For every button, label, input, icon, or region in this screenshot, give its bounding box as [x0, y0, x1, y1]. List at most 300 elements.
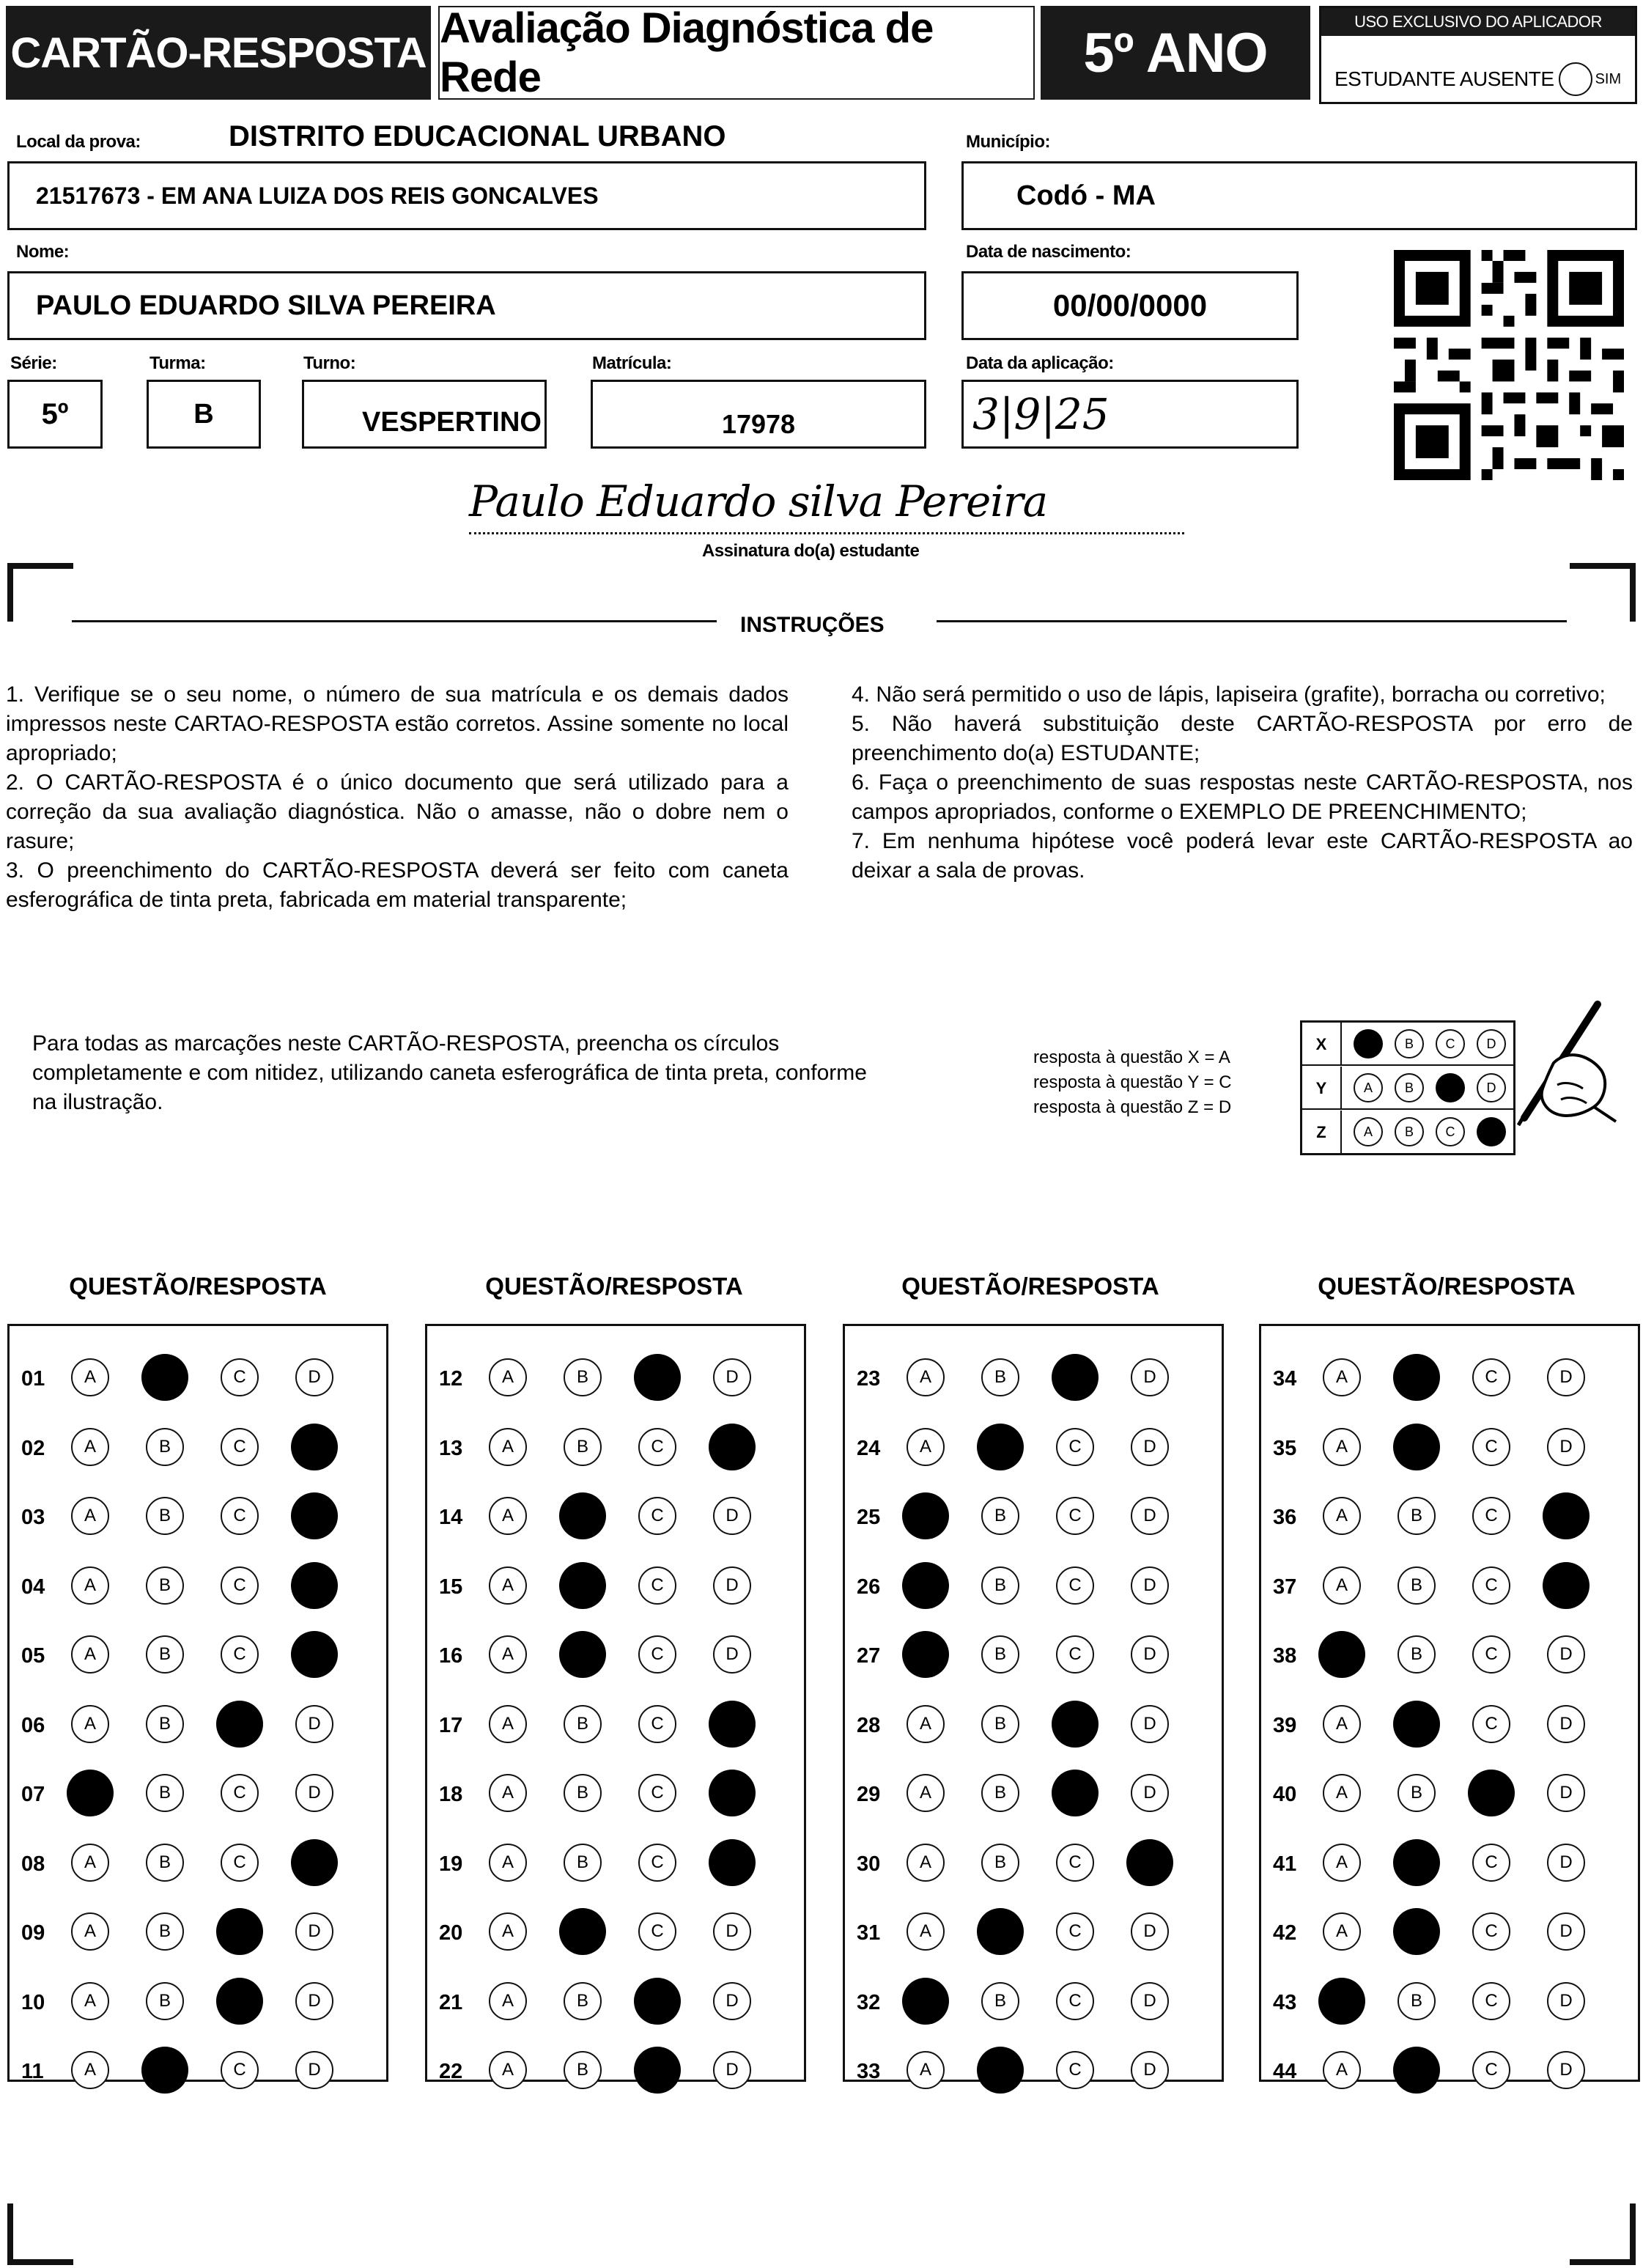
bubble-43-d[interactable]: D — [1547, 1982, 1585, 2020]
example-bubble-z-c: C — [1436, 1117, 1465, 1146]
bubble-11-b[interactable] — [141, 2047, 188, 2094]
bubble-03-b[interactable]: B — [146, 1497, 184, 1535]
bubble-30-a[interactable]: A — [907, 1844, 945, 1882]
question-number: 13 — [439, 1436, 463, 1460]
bubble-19-d[interactable] — [709, 1839, 756, 1886]
answer-row-23 — [845, 1351, 1222, 1404]
example-bubble-x-b: B — [1395, 1029, 1424, 1058]
bubble-35-b[interactable] — [1393, 1424, 1440, 1470]
instructions-title: INSTRUÇÕES — [740, 613, 885, 637]
question-number: 05 — [21, 1644, 45, 1668]
answer-row-35 — [1261, 1421, 1638, 1473]
instructions-left — [6, 680, 789, 915]
answers-title-4: QUESTÃO/RESPOSTA — [1318, 1273, 1576, 1300]
answer-row-18 — [427, 1767, 804, 1819]
answer-row-09 — [10, 1905, 386, 1958]
nascimento-field: 00/00/0000 — [961, 271, 1299, 340]
example-bubble-y-c — [1436, 1073, 1465, 1102]
answer-row-05 — [10, 1628, 386, 1681]
example-row-label: Y — [1302, 1067, 1342, 1110]
signature-label: Assinatura do(a) estudante — [702, 541, 920, 561]
bubble-20-d[interactable]: D — [713, 1912, 751, 1951]
bubble-41-a[interactable]: A — [1323, 1844, 1361, 1882]
bubble-27-c[interactable]: C — [1056, 1635, 1094, 1674]
answer-row-07 — [10, 1767, 386, 1819]
bubble-03-c[interactable]: C — [221, 1497, 259, 1535]
answer-row-01 — [10, 1351, 386, 1404]
bubble-27-b[interactable]: B — [981, 1635, 1019, 1674]
bubble-18-d[interactable] — [709, 1770, 756, 1816]
bubble-35-d[interactable]: D — [1547, 1428, 1585, 1466]
answer-row-12 — [427, 1351, 804, 1404]
bubble-07-b[interactable]: B — [146, 1774, 184, 1812]
bubble-27-d[interactable]: D — [1131, 1635, 1169, 1674]
bubble-39-a[interactable]: A — [1323, 1705, 1361, 1743]
bubble-15-c[interactable]: C — [638, 1566, 676, 1605]
question-number: 40 — [1273, 1783, 1297, 1806]
bubble-22-d[interactable]: D — [713, 2051, 751, 2089]
bubble-02-a[interactable]: A — [71, 1428, 109, 1466]
bubble-21-c[interactable] — [634, 1978, 681, 2025]
bubble-05-a[interactable]: A — [71, 1635, 109, 1674]
example-bubble-y-d: D — [1477, 1073, 1506, 1102]
turno-label: Turno: — [303, 353, 356, 373]
bubble-32-b[interactable]: B — [981, 1982, 1019, 2020]
corner-mark-tr-h — [1570, 563, 1636, 569]
bubble-35-c[interactable]: C — [1472, 1428, 1510, 1466]
answer-row-27 — [845, 1628, 1222, 1681]
question-number: 16 — [439, 1644, 463, 1668]
school-field: 21517673 - EM ANA LUIZA DOS REIS GONCALVES — [7, 161, 926, 230]
answer-row-24 — [845, 1421, 1222, 1473]
bubble-42-a[interactable]: A — [1323, 1912, 1361, 1951]
question-number: 20 — [439, 1921, 463, 1945]
bubble-02-b[interactable]: B — [146, 1428, 184, 1466]
question-number: 26 — [857, 1575, 881, 1599]
question-number: 12 — [439, 1367, 463, 1391]
question-number: 30 — [857, 1852, 881, 1876]
question-number: 22 — [439, 2060, 463, 2083]
bubble-41-c[interactable]: C — [1472, 1844, 1510, 1882]
answer-row-37 — [1261, 1559, 1638, 1612]
bubble-03-a[interactable]: A — [71, 1497, 109, 1535]
bubble-04-c[interactable]: C — [221, 1566, 259, 1605]
question-number: 09 — [21, 1921, 45, 1945]
bubble-09-b[interactable]: B — [146, 1912, 184, 1951]
bubble-10-b[interactable]: B — [146, 1982, 184, 2020]
grade-label: 5º ANO — [1041, 6, 1310, 100]
bubble-09-c[interactable] — [216, 1908, 263, 1955]
bubble-35-a[interactable]: A — [1323, 1428, 1361, 1466]
bubble-34-c[interactable]: C — [1472, 1358, 1510, 1396]
serie-field: 5º — [7, 380, 103, 449]
nome-label: Nome: — [16, 242, 70, 262]
bubble-36-a[interactable]: A — [1323, 1497, 1361, 1535]
bubble-28-a[interactable]: A — [907, 1705, 945, 1743]
question-number: 34 — [1273, 1367, 1297, 1391]
district: DISTRITO EDUCACIONAL URBANO — [229, 120, 726, 152]
answer-row-32 — [845, 1975, 1222, 2028]
bubble-17-d[interactable] — [709, 1701, 756, 1748]
answer-row-02 — [10, 1421, 386, 1473]
bubble-10-a[interactable]: A — [71, 1982, 109, 2020]
turma-field: B — [147, 380, 261, 449]
answer-row-33 — [845, 2044, 1222, 2096]
bubble-41-b[interactable] — [1393, 1839, 1440, 1886]
bubble-44-c[interactable]: C — [1472, 2051, 1510, 2089]
bubble-36-b[interactable]: B — [1398, 1497, 1436, 1535]
bubble-43-a[interactable] — [1318, 1978, 1365, 2025]
answer-row-10 — [10, 1975, 386, 2028]
question-number: 02 — [21, 1436, 45, 1460]
answer-row-36 — [1261, 1490, 1638, 1542]
fill-note: Para todas as marcações neste CARTÃO-RESPOSTA, preencha os círculos completamente e com nitidez, utilizando caneta esferográfica de tinta preta, conforme na ilustração. — [32, 1031, 867, 1114]
question-number: 25 — [857, 1506, 881, 1529]
answer-row-06 — [10, 1698, 386, 1750]
answer-column-1 — [7, 1324, 388, 2082]
bubble-36-d[interactable] — [1543, 1492, 1590, 1539]
bubble-22-b[interactable]: B — [564, 2051, 602, 2089]
answer-column-4 — [1259, 1324, 1640, 2082]
bubble-19-c[interactable]: C — [638, 1844, 676, 1882]
bubble-21-d[interactable]: D — [713, 1982, 751, 2020]
answer-row-28 — [845, 1698, 1222, 1750]
answer-row-16 — [427, 1628, 804, 1681]
bubble-05-c[interactable]: C — [221, 1635, 259, 1674]
bubble-15-b[interactable] — [559, 1562, 606, 1609]
bubble-06-c[interactable] — [216, 1701, 263, 1748]
nascimento-label: Data de nascimento: — [966, 242, 1131, 262]
bubble-18-b[interactable]: B — [564, 1774, 602, 1812]
bubble-15-d[interactable]: D — [713, 1566, 751, 1605]
question-number: 33 — [857, 2060, 881, 2083]
bubble-24-b[interactable] — [977, 1424, 1024, 1470]
bubble-18-a[interactable]: A — [489, 1774, 527, 1812]
applicator-box — [1319, 6, 1637, 104]
bubble-18-c[interactable]: C — [638, 1774, 676, 1812]
bubble-19-b[interactable]: B — [564, 1844, 602, 1882]
bubble-30-d[interactable] — [1126, 1839, 1173, 1886]
bubble-03-d[interactable] — [291, 1492, 338, 1539]
bubble-38-d[interactable]: D — [1547, 1635, 1585, 1674]
bubble-42-b[interactable] — [1393, 1908, 1440, 1955]
bubble-14-c[interactable]: C — [638, 1497, 676, 1535]
answer-row-26 — [845, 1559, 1222, 1612]
bubble-38-c[interactable]: C — [1472, 1635, 1510, 1674]
bubble-16-d[interactable]: D — [713, 1635, 751, 1674]
bubble-26-a[interactable] — [902, 1562, 949, 1609]
bubble-33-d[interactable]: D — [1131, 2051, 1169, 2089]
bubble-41-d[interactable]: D — [1547, 1844, 1585, 1882]
absent-option: SIM — [1595, 70, 1622, 87]
bubble-21-a[interactable]: A — [489, 1982, 527, 2020]
bubble-08-c[interactable]: C — [221, 1844, 259, 1882]
bubble-24-c[interactable]: C — [1056, 1428, 1094, 1466]
bubble-40-d[interactable]: D — [1547, 1774, 1585, 1812]
bubble-08-b[interactable]: B — [146, 1844, 184, 1882]
question-number: 21 — [439, 1990, 463, 2014]
bubble-26-c[interactable]: C — [1056, 1566, 1094, 1605]
bubble-29-a[interactable]: A — [907, 1774, 945, 1812]
bubble-06-a[interactable]: A — [71, 1705, 109, 1743]
bubble-33-c[interactable]: C — [1056, 2051, 1094, 2089]
answer-row-15 — [427, 1559, 804, 1612]
bubble-16-b[interactable] — [559, 1631, 606, 1678]
bubble-08-a[interactable]: A — [71, 1844, 109, 1882]
bubble-14-a[interactable]: A — [489, 1497, 527, 1535]
bubble-33-b[interactable] — [977, 2047, 1024, 2094]
aplicacao-label: Data da aplicação: — [966, 353, 1114, 373]
bubble-15-a[interactable]: A — [489, 1566, 527, 1605]
aplicacao-field[interactable]: 3|9|25 — [961, 380, 1299, 449]
question-number: 04 — [21, 1575, 45, 1599]
bubble-04-b[interactable]: B — [146, 1566, 184, 1605]
question-number: 31 — [857, 1921, 881, 1945]
question-number: 41 — [1273, 1852, 1297, 1876]
bubble-14-b[interactable] — [559, 1492, 606, 1539]
question-number: 17 — [439, 1713, 463, 1737]
bubble-38-a[interactable] — [1318, 1631, 1365, 1678]
bubble-25-b[interactable]: B — [981, 1497, 1019, 1535]
bubble-10-d[interactable]: D — [295, 1982, 333, 2020]
bubble-31-a[interactable]: A — [907, 1912, 945, 1951]
bubble-24-d[interactable]: D — [1131, 1428, 1169, 1466]
bubble-13-b[interactable]: B — [564, 1428, 602, 1466]
bubble-34-d[interactable]: D — [1547, 1358, 1585, 1396]
bubble-28-b[interactable]: B — [981, 1705, 1019, 1743]
bubble-12-d[interactable]: D — [713, 1358, 751, 1396]
bubble-08-d[interactable] — [291, 1839, 338, 1886]
question-number: 10 — [21, 1990, 45, 2014]
corner-mark-tl-v — [7, 563, 13, 622]
bubble-11-c[interactable]: C — [221, 2051, 259, 2089]
bubble-07-a[interactable] — [67, 1770, 114, 1816]
answer-column-2 — [425, 1324, 806, 2082]
bubble-43-b[interactable]: B — [1398, 1982, 1436, 2020]
answer-row-14 — [427, 1490, 804, 1542]
answer-column-3 — [843, 1324, 1224, 2082]
bubble-42-c[interactable]: C — [1472, 1912, 1510, 1951]
bubble-31-c[interactable]: C — [1056, 1912, 1094, 1951]
bubble-01-c[interactable]: C — [221, 1358, 259, 1396]
bubble-04-d[interactable] — [291, 1562, 338, 1609]
bubble-09-d[interactable]: D — [295, 1912, 333, 1951]
bubble-23-b[interactable]: B — [981, 1358, 1019, 1396]
qr-code — [1394, 249, 1624, 481]
bubble-17-a[interactable]: A — [489, 1705, 527, 1743]
example-bubble-x-a — [1354, 1029, 1383, 1058]
answer-row-13 — [427, 1421, 804, 1473]
bubble-31-b[interactable] — [977, 1908, 1024, 1955]
bubble-37-b[interactable]: B — [1398, 1566, 1436, 1605]
bubble-40-a[interactable]: A — [1323, 1774, 1361, 1812]
bubble-32-a[interactable] — [902, 1978, 949, 2025]
bubble-26-b[interactable]: B — [981, 1566, 1019, 1605]
corner-mark-bl-v — [7, 2203, 13, 2265]
bubble-12-c[interactable] — [634, 1354, 681, 1401]
instructions-rule-right — [937, 620, 1567, 622]
bubble-39-c[interactable]: C — [1472, 1705, 1510, 1743]
question-number: 18 — [439, 1783, 463, 1806]
instruction-1: 1. Verifique se o seu nome, o número de sua matrícula e os demais dados impressos neste CARTAO-RESPOSTA estão corretos. Assine somente no local apropriado; — [6, 682, 789, 765]
local-label: Local da prova: — [16, 132, 141, 152]
bubble-34-b[interactable] — [1393, 1354, 1440, 1401]
bubble-28-c[interactable] — [1052, 1701, 1099, 1748]
bubble-27-a[interactable] — [902, 1631, 949, 1678]
question-number: 43 — [1273, 1990, 1297, 2014]
bubble-40-b[interactable]: B — [1398, 1774, 1436, 1812]
bubble-37-d[interactable] — [1543, 1562, 1590, 1609]
question-number: 44 — [1273, 2060, 1297, 2083]
bubble-05-b[interactable]: B — [146, 1635, 184, 1674]
bubble-39-b[interactable] — [1393, 1701, 1440, 1748]
bubble-39-d[interactable]: D — [1547, 1705, 1585, 1743]
bubble-33-a[interactable]: A — [907, 2051, 945, 2089]
bubble-32-c[interactable]: C — [1056, 1982, 1094, 2020]
bubble-29-d[interactable]: D — [1131, 1774, 1169, 1812]
answer-row-03 — [10, 1490, 386, 1542]
bubble-38-b[interactable]: B — [1398, 1635, 1436, 1674]
bubble-23-d[interactable]: D — [1131, 1358, 1169, 1396]
bubble-05-d[interactable] — [291, 1631, 338, 1678]
bubble-24-a[interactable]: A — [907, 1428, 945, 1466]
bubble-25-a[interactable] — [902, 1492, 949, 1539]
bubble-37-a[interactable]: A — [1323, 1566, 1361, 1605]
question-number: 42 — [1273, 1921, 1297, 1945]
bubble-23-a[interactable]: A — [907, 1358, 945, 1396]
bubble-26-d[interactable]: D — [1131, 1566, 1169, 1605]
answer-row-22 — [427, 2044, 804, 2096]
bubble-02-c[interactable]: C — [221, 1428, 259, 1466]
nome-field: PAULO EDUARDO SILVA PEREIRA — [7, 271, 926, 340]
instruction-7: 7. Em nenhuma hipótese você poderá levar este CARTÃO-RESPOSTA ao deixar a sala de provas. — [852, 829, 1633, 883]
bubble-23-c[interactable] — [1052, 1354, 1099, 1401]
matricula-field: 17978 — [591, 380, 926, 449]
bubble-06-d[interactable]: D — [295, 1705, 333, 1743]
bubble-10-c[interactable] — [216, 1978, 263, 2025]
bubble-01-a[interactable]: A — [71, 1358, 109, 1396]
question-number: 07 — [21, 1783, 45, 1806]
turno-field: VESPERTINO — [302, 380, 547, 449]
bubble-01-d[interactable]: D — [295, 1358, 333, 1396]
bubble-09-a[interactable]: A — [71, 1912, 109, 1951]
signature-line — [469, 532, 1184, 534]
bubble-37-c[interactable]: C — [1472, 1566, 1510, 1605]
bubble-42-d[interactable]: D — [1547, 1912, 1585, 1951]
bubble-13-a[interactable]: A — [489, 1428, 527, 1466]
instruction-5: 5. Não haverá substituição deste CARTÃO-RESPOSTA por erro de preenchimento do(a) ESTUDANTE; — [852, 712, 1633, 765]
bubble-13-d[interactable] — [709, 1424, 756, 1470]
answer-row-31 — [845, 1905, 1222, 1958]
bubble-29-b[interactable]: B — [981, 1774, 1019, 1812]
question-number: 24 — [857, 1436, 881, 1460]
bubble-07-d[interactable]: D — [295, 1774, 333, 1812]
example-row-label: Z — [1302, 1111, 1342, 1154]
answer-row-25 — [845, 1490, 1222, 1542]
bubble-19-a[interactable]: A — [489, 1844, 527, 1882]
bubble-34-a[interactable]: A — [1323, 1358, 1361, 1396]
question-number: 14 — [439, 1506, 463, 1529]
instruction-6: 6. Faça o preenchimento de suas respostas neste CARTÃO-RESPOSTA, nos campos apropriados, conforme o EXEMPLO DE PREENCHIMENTO; — [852, 770, 1633, 824]
answer-row-19 — [427, 1836, 804, 1889]
answer-row-40 — [1261, 1767, 1638, 1819]
question-number: 15 — [439, 1575, 463, 1599]
instruction-3: 3. O preenchimento do CARTÃO-RESPOSTA deverá ser feito com caneta esferográfica de tinta preta, fabricada em material transparente; — [6, 858, 789, 912]
example-bubble-x-c: C — [1436, 1029, 1465, 1058]
answer-row-20 — [427, 1905, 804, 1958]
bubble-13-c[interactable]: C — [638, 1428, 676, 1466]
bubble-36-c[interactable]: C — [1472, 1497, 1510, 1535]
bubble-12-b[interactable]: B — [564, 1358, 602, 1396]
bubble-01-b[interactable] — [141, 1354, 188, 1401]
bubble-22-c[interactable] — [634, 2047, 681, 2094]
bubble-31-d[interactable]: D — [1131, 1912, 1169, 1951]
question-number: 32 — [857, 1990, 881, 2014]
absent-checkbox[interactable] — [1559, 62, 1592, 96]
bubble-22-a[interactable]: A — [489, 2051, 527, 2089]
instruction-4: 4. Não será permitido o uso de lápis, lapiseira (grafite), borracha ou corretivo; — [852, 682, 1606, 707]
bubble-14-d[interactable]: D — [713, 1497, 751, 1535]
answer-row-04 — [10, 1559, 386, 1612]
bubble-17-c[interactable]: C — [638, 1705, 676, 1743]
bubble-25-d[interactable]: D — [1131, 1497, 1169, 1535]
corner-mark-tl-h — [7, 563, 73, 569]
bubble-44-b[interactable] — [1393, 2047, 1440, 2094]
bubble-32-d[interactable]: D — [1131, 1982, 1169, 2020]
bubble-06-b[interactable]: B — [146, 1705, 184, 1743]
answers-title-3: QUESTÃO/RESPOSTA — [901, 1273, 1159, 1300]
bubble-29-c[interactable] — [1052, 1770, 1099, 1816]
bubble-30-b[interactable]: B — [981, 1844, 1019, 1882]
example-legend — [1033, 1045, 1232, 1120]
bubble-12-a[interactable]: A — [489, 1358, 527, 1396]
bubble-17-b[interactable]: B — [564, 1705, 602, 1743]
answer-row-29 — [845, 1767, 1222, 1819]
bubble-21-b[interactable]: B — [564, 1982, 602, 2020]
answer-row-11 — [10, 2044, 386, 2096]
bubble-43-c[interactable]: C — [1472, 1982, 1510, 2020]
answer-row-44 — [1261, 2044, 1638, 2096]
bubble-20-b[interactable] — [559, 1908, 606, 1955]
bubble-25-c[interactable]: C — [1056, 1497, 1094, 1535]
bubble-20-c[interactable]: C — [638, 1912, 676, 1951]
corner-mark-br-v — [1630, 2203, 1636, 2265]
signature: Paulo Eduardo silva Pereira — [469, 476, 1048, 526]
bubble-40-c[interactable] — [1468, 1770, 1515, 1816]
instructions-rule-left — [72, 620, 717, 622]
bubble-16-a[interactable]: A — [489, 1635, 527, 1674]
bubble-20-a[interactable]: A — [489, 1912, 527, 1951]
bubble-44-a[interactable]: A — [1323, 2051, 1361, 2089]
bubble-30-c[interactable]: C — [1056, 1844, 1094, 1882]
example-bubble-y-a: A — [1354, 1073, 1383, 1102]
bubble-11-d[interactable]: D — [295, 2051, 333, 2089]
answer-row-21 — [427, 1975, 804, 2028]
bubble-44-d[interactable]: D — [1547, 2051, 1585, 2089]
bubble-04-a[interactable]: A — [71, 1566, 109, 1605]
bubble-28-d[interactable]: D — [1131, 1705, 1169, 1743]
bubble-11-a[interactable]: A — [71, 2051, 109, 2089]
bubble-07-c[interactable]: C — [221, 1774, 259, 1812]
answer-row-08 — [10, 1836, 386, 1889]
bubble-02-d[interactable] — [291, 1424, 338, 1470]
question-number: 06 — [21, 1713, 45, 1737]
question-number: 01 — [21, 1367, 45, 1391]
bubble-16-c[interactable]: C — [638, 1635, 676, 1674]
question-number: 37 — [1273, 1575, 1297, 1599]
applicator-title: USO EXCLUSIVO DO APLICADOR — [1321, 8, 1635, 36]
serie-label: Série: — [10, 353, 57, 373]
